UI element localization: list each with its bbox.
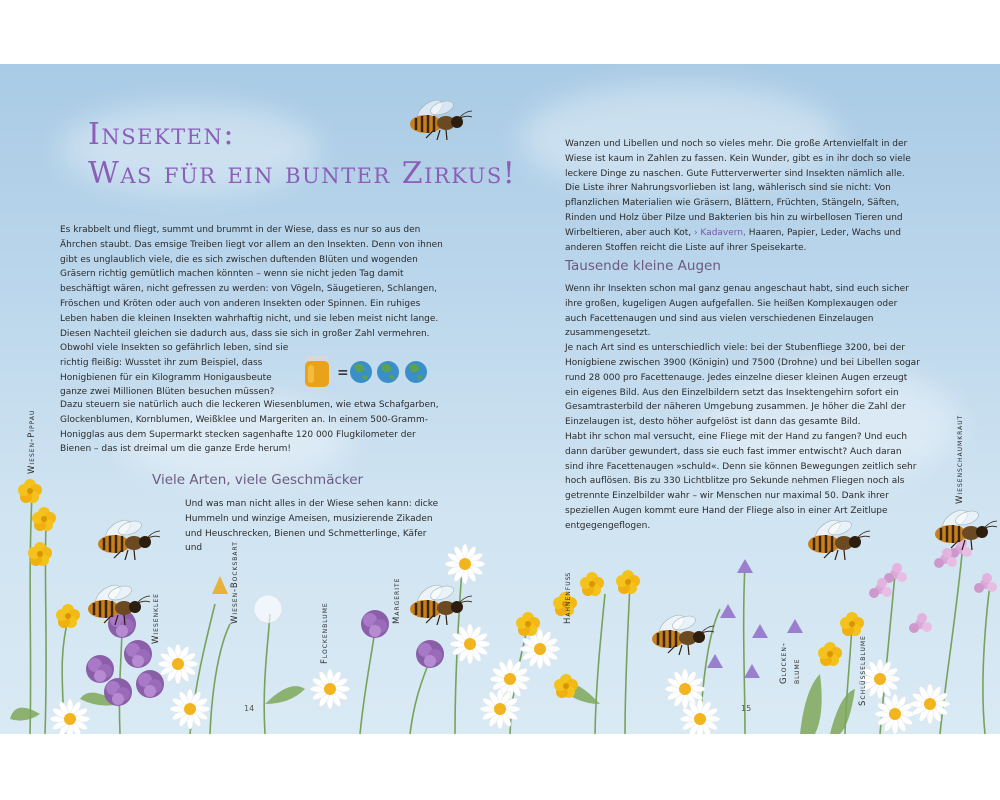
intro-paragraph: Es krabbelt und fliegt, summt und brummt in der Wiese, dass es nur so aus den Ährchen staubt. Das emsige Treiben liegt vor allem an den Insekten. Denn von ihnen gibt es unglaublich viele, die es sich zwischen duftenden Blüten und wogenden Gräsern richtig gemütlich machen könnten – wenn sie nicht jeden Tag damit beschäftigt wären, nicht gefressen zu werden: von Vögeln, Säugetieren, Schlangen, Fröschen und Kröten oder auch von anderen Insekten oder Spinnen. Ein ruhiges Leben haben die kleinen Insekten wahrhaftig nicht, und sie leben meist nicht lange. Diesen Nachteil gleichen sie dadurch aus, dass sie sich in großer Zahl vermehren.: [60, 225, 443, 339]
species-paragraph: Und was man nicht alles in der Wiese sehen kann: dicke Hummeln und winzige Ameisen, musizierende Zikaden und Heuschrecken, Bienen und Schmetterlinge, Käfer und: [185, 499, 439, 554]
bee-icon: [98, 516, 160, 560]
eyes-paragraph-1: Wenn ihr Insekten schon mal ganz genau angeschaut habt, sind euch sicher ihre großen, kugeligen Augen aufgefallen. Sie heißen Komplexaugen oder auch Facettenaugen und sind aus vielen verschiedenen Einzelaugen zusammengesetzt.: [565, 284, 909, 339]
book-spread: [0, 64, 1000, 734]
earth-globe-icon: [405, 361, 427, 383]
section-heading-eyes: Tausende kleine Augen: [565, 258, 721, 274]
earth-globe-icon: [377, 361, 399, 383]
label-blume: blume: [792, 658, 802, 684]
honey-paragraph: Obwohl viele Insekten so gefährlich leben, sind sie richtig fleißig: Wusstet ihr zum Beispiel, dass Honigbienen für ein Kilogramm Honigausbeute ganze zwei Millionen Blüten besuchen müssen?: [60, 343, 289, 398]
earth-globe-icon: [350, 361, 372, 383]
diet-text-a: Wanzen und Libellen und noch so vieles mehr. Die große Artenvielfalt in der Wiese ist kaum in Zahlen zu fassen. Kein Wunder, gibt es in ihr doch so viele leckere Dinge zu naschen. Gute Futterverwerter sind Insekten nämlich alle. Die Liste ihrer Nahrungsvorlieben ist lang, wählerisch sind sie nicht: Von pflanzlichen Materialien wie Gräsern, Blättern, Früchten, Stängeln, Säften, Rinden und Holz über Pilze und Bakterien bis hin zu wirbellosen Tieren und Wirbeltieren, aber auch Kot,: [565, 139, 911, 238]
label-hahnenfuss: Hahnenfuß: [563, 571, 573, 624]
bee-icon: [410, 581, 472, 625]
title-line-1: Insekten:: [88, 117, 235, 152]
page-number-left: 14: [244, 704, 255, 713]
flowers-paragraph: Dazu steuern sie natürlich auch die leckeren Wiesenblumen, wie etwa Schafgarben, Glockenblumen, Kornblumen, Weißklee und Margeriten an. In einem 500-Gramm-Honigglas aus dem Supermarkt stecken sagenhafte 120 000 Flugkilometer der Bienen – das ist dreimal um die ganze Erde herum!: [60, 400, 439, 455]
label-wiesen-pippau: Wiesen-Pippau: [27, 409, 37, 474]
label-wiesenklee: Wiesenklee: [151, 593, 161, 644]
label-schluesselblume: Schlüsselblume: [858, 635, 868, 706]
page-number-right: 15: [741, 704, 752, 713]
honey-jar-icon: [305, 356, 329, 387]
label-margerite: Margerite: [392, 577, 402, 624]
equals-sign: =: [337, 365, 349, 381]
bee-icon: [652, 611, 714, 655]
eyes-paragraph-3: Habt ihr schon mal versucht, eine Fliege mit der Hand zu fangen? Und euch dann darüber gewundert, dass sie euch fast immer entwischt? Auch daran sind ihre Facettenaugen »schuld«. Denn sie können Bewegungen zeitlich sehr hoch auflösen. Bis zu 330 Lichtblitze pro Sekunde nehmen Fliegen noch als getrennte Einzelbilder wahr – wir Menschen nur maximal 50. Dank ihrer speziellen Augen kommt eure Hand der Fliege also in einer Art Zeitlupe entgegengeflogen.: [565, 431, 917, 531]
label-wiesen-bocksbart: Wiesen-Bocksbart: [230, 541, 240, 624]
page-title: [88, 116, 516, 194]
eyes-paragraph-2: Je nach Art sind es unterschiedlich viele: bei der Stubenfliege 3200, bei der Honigbiene zwischen 3900 (Königin) und 7500 (Drohne) und bei Libellen sogar rund 28 000 pro Facettenauge. Jedes einzelne dieser kleinen Augen erzeugt ein eigenes Bild. Aus den Einzelbildern setzt das Insektengehirn sofort ein Gesamtrasterbild der näheren Umgebung zusammen. Je höher die Zahl der Einzelaugen ist, desto höher aufgelöst ist dann das gesamte Bild.: [565, 343, 920, 428]
eyes-section: [565, 282, 920, 534]
diet-paragraph: [565, 137, 915, 255]
kadaver-link[interactable]: › Kadavern,: [693, 227, 746, 238]
label-glocken: Glocken-: [779, 642, 789, 684]
section-heading-species: Viele Arten, viele Geschmäcker: [152, 472, 364, 488]
diet-text-b: Haaren, Papier, Leder, Wachs und anderen Stoffen reicht die Liste auf ihrer Speisekarte.: [565, 227, 901, 253]
label-wiesenschaumkraut: Wiesenschaumkraut: [955, 414, 965, 504]
title-line-2: Was für ein bunter Zirkus!: [88, 156, 517, 191]
label-flockenblume: Flockenblume: [320, 602, 330, 664]
